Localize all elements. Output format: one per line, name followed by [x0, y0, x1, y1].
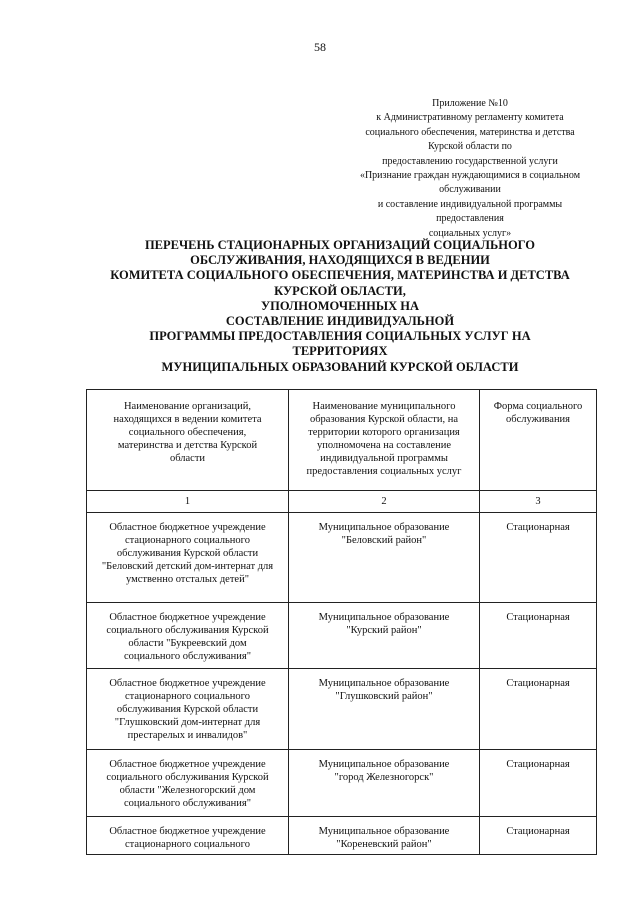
header-line: области [169, 453, 206, 464]
appendix-line: предоставлению государственной услуги [382, 155, 558, 167]
cell-line: Областное бюджетное учреждение [109, 522, 266, 533]
title-line: МУНИЦИПАЛЬНЫХ ОБРАЗОВАНИЙ КУРСКОЙ ОБЛАСТИ [161, 359, 519, 374]
header-line: Форма социального [493, 401, 583, 412]
header-organization [87, 390, 289, 491]
municipality-cell [289, 513, 480, 603]
header-line: территории которого организация [308, 427, 460, 438]
header-line: обслуживания [505, 414, 571, 425]
title-line: КУРСКОЙ ОБЛАСТИ, [274, 283, 406, 298]
column-number: 2 [289, 491, 480, 513]
page-number: 58 [314, 40, 326, 54]
appendix-line: социальных услуг» [428, 227, 512, 239]
cell-line: стационарного социального [125, 839, 250, 850]
title-line: КОМИТЕТА СОЦИАЛЬНОГО ОБЕСПЕЧЕНИЯ, МАТЕРИНСТВА И ДЕТСТВА [110, 268, 570, 283]
table-header-row [87, 390, 597, 491]
cell-line: "Глушковский дом-интернат для [114, 717, 261, 728]
cell-line: "Беловский район" [341, 535, 427, 546]
cell-line: области "Букреевский дом [128, 638, 247, 649]
header-line: материнства и детства Курской [117, 440, 258, 451]
service-form-cell: Стационарная [480, 817, 597, 855]
organization-cell [87, 603, 289, 669]
cell-line: Муниципальное образование [318, 759, 450, 770]
organization-cell [87, 669, 289, 750]
cell-line: "Глушковский район" [335, 691, 433, 702]
appendix-line: социального обеспечения, материнства и детства [365, 126, 575, 138]
column-number-row [87, 491, 597, 513]
header-line: индивидуальной программы [320, 453, 448, 464]
cell-line: Муниципальное образование [318, 826, 450, 837]
title-line: ТЕРРИТОРИЯХ [292, 344, 388, 359]
cell-line: "Беловский детский дом-интернат для [101, 561, 274, 572]
document-title [80, 238, 600, 375]
cell-line: Областное бюджетное учреждение [109, 612, 266, 623]
title-line: УПОЛНОМОЧЕННЫХ НА [260, 298, 420, 313]
organization-cell [87, 817, 289, 855]
cell-line: социального обслуживания" [123, 651, 252, 662]
cell-line: умственно отсталых детей" [126, 574, 249, 585]
header-line: уполномочена на составление [316, 440, 452, 451]
cell-line: стационарного социального [125, 691, 250, 702]
cell-line: Муниципальное образование [318, 612, 450, 623]
cell-line: стационарного социального [125, 535, 250, 546]
header-municipality [289, 390, 480, 491]
cell-line: "город Железногорск" [334, 772, 434, 783]
appendix-line: «Признание граждан нуждающимися в социальном [359, 170, 581, 182]
cell-line: области "Железногорский дом [119, 785, 256, 796]
appendix-line: и составление индивидуальной программы [377, 198, 563, 210]
cell-line: Муниципальное образование [318, 678, 450, 689]
column-number: 3 [480, 491, 597, 513]
appendix-line: к Административному регламенту комитета [376, 112, 564, 124]
municipality-cell [289, 669, 480, 750]
organization-cell [87, 513, 289, 603]
cell-line: обслуживания Курской области [116, 704, 259, 715]
appendix-line: Приложение №10 [432, 98, 508, 109]
service-form-cell: Стационарная [480, 603, 597, 669]
header-line: предоставления социальных услуг [306, 466, 462, 477]
header-line: Наименование муниципального [312, 401, 456, 412]
organization-cell [87, 750, 289, 817]
table-row [87, 669, 597, 750]
service-form-cell: Стационарная [480, 669, 597, 750]
appendix-line: обслуживании [439, 184, 501, 196]
header-line: Наименование организаций, [123, 401, 252, 412]
table-row [87, 750, 597, 817]
title-line: ПЕРЕЧЕНЬ СТАЦИОНАРНЫХ ОРГАНИЗАЦИЙ СОЦИАЛЬНОГО [144, 238, 536, 252]
header-line: находящихся в ведении комитета [113, 414, 262, 425]
cell-line: обслуживания Курской области [116, 548, 259, 559]
cell-line: "Кореневский район" [336, 839, 432, 850]
cell-line: Областное бюджетное учреждение [109, 759, 266, 770]
title-line: СОСТАВЛЕНИЕ ИНДИВИДУАЛЬНОЙ [225, 314, 455, 329]
service-form-cell: Стационарная [480, 750, 597, 817]
header-line: социального обеспечения, [128, 427, 247, 438]
header-line: образования Курской области, на [309, 414, 459, 425]
cell-line: социального обслуживания" [123, 798, 252, 809]
title-line: ПРОГРАММЫ ПРЕДОСТАВЛЕНИЯ СОЦИАЛЬНЫХ УСЛУГ НА [149, 329, 531, 344]
title-line: ОБСЛУЖИВАНИЯ, НАХОДЯЩИХСЯ В ВЕДЕНИИ [190, 253, 490, 268]
header-service-form [480, 390, 597, 491]
cell-line: социального обслуживания Курской [106, 625, 269, 636]
appendix-line: Курской области по [428, 141, 512, 153]
cell-line: социального обслуживания Курской [106, 772, 269, 783]
organizations-table [86, 389, 597, 855]
table-row [87, 513, 597, 603]
appendix-line: предоставления [436, 213, 504, 225]
cell-line: "Курский район" [346, 625, 422, 636]
appendix-note [330, 97, 610, 241]
cell-line: престарелых и инвалидов" [127, 730, 248, 741]
table-row [87, 817, 597, 855]
table-row [87, 603, 597, 669]
service-form-cell: Стационарная [480, 513, 597, 603]
municipality-cell [289, 817, 480, 855]
municipality-cell [289, 750, 480, 817]
column-number: 1 [87, 491, 289, 513]
municipality-cell [289, 603, 480, 669]
cell-line: Областное бюджетное учреждение [109, 826, 266, 837]
cell-line: Областное бюджетное учреждение [109, 678, 266, 689]
cell-line: Муниципальное образование [318, 522, 450, 533]
